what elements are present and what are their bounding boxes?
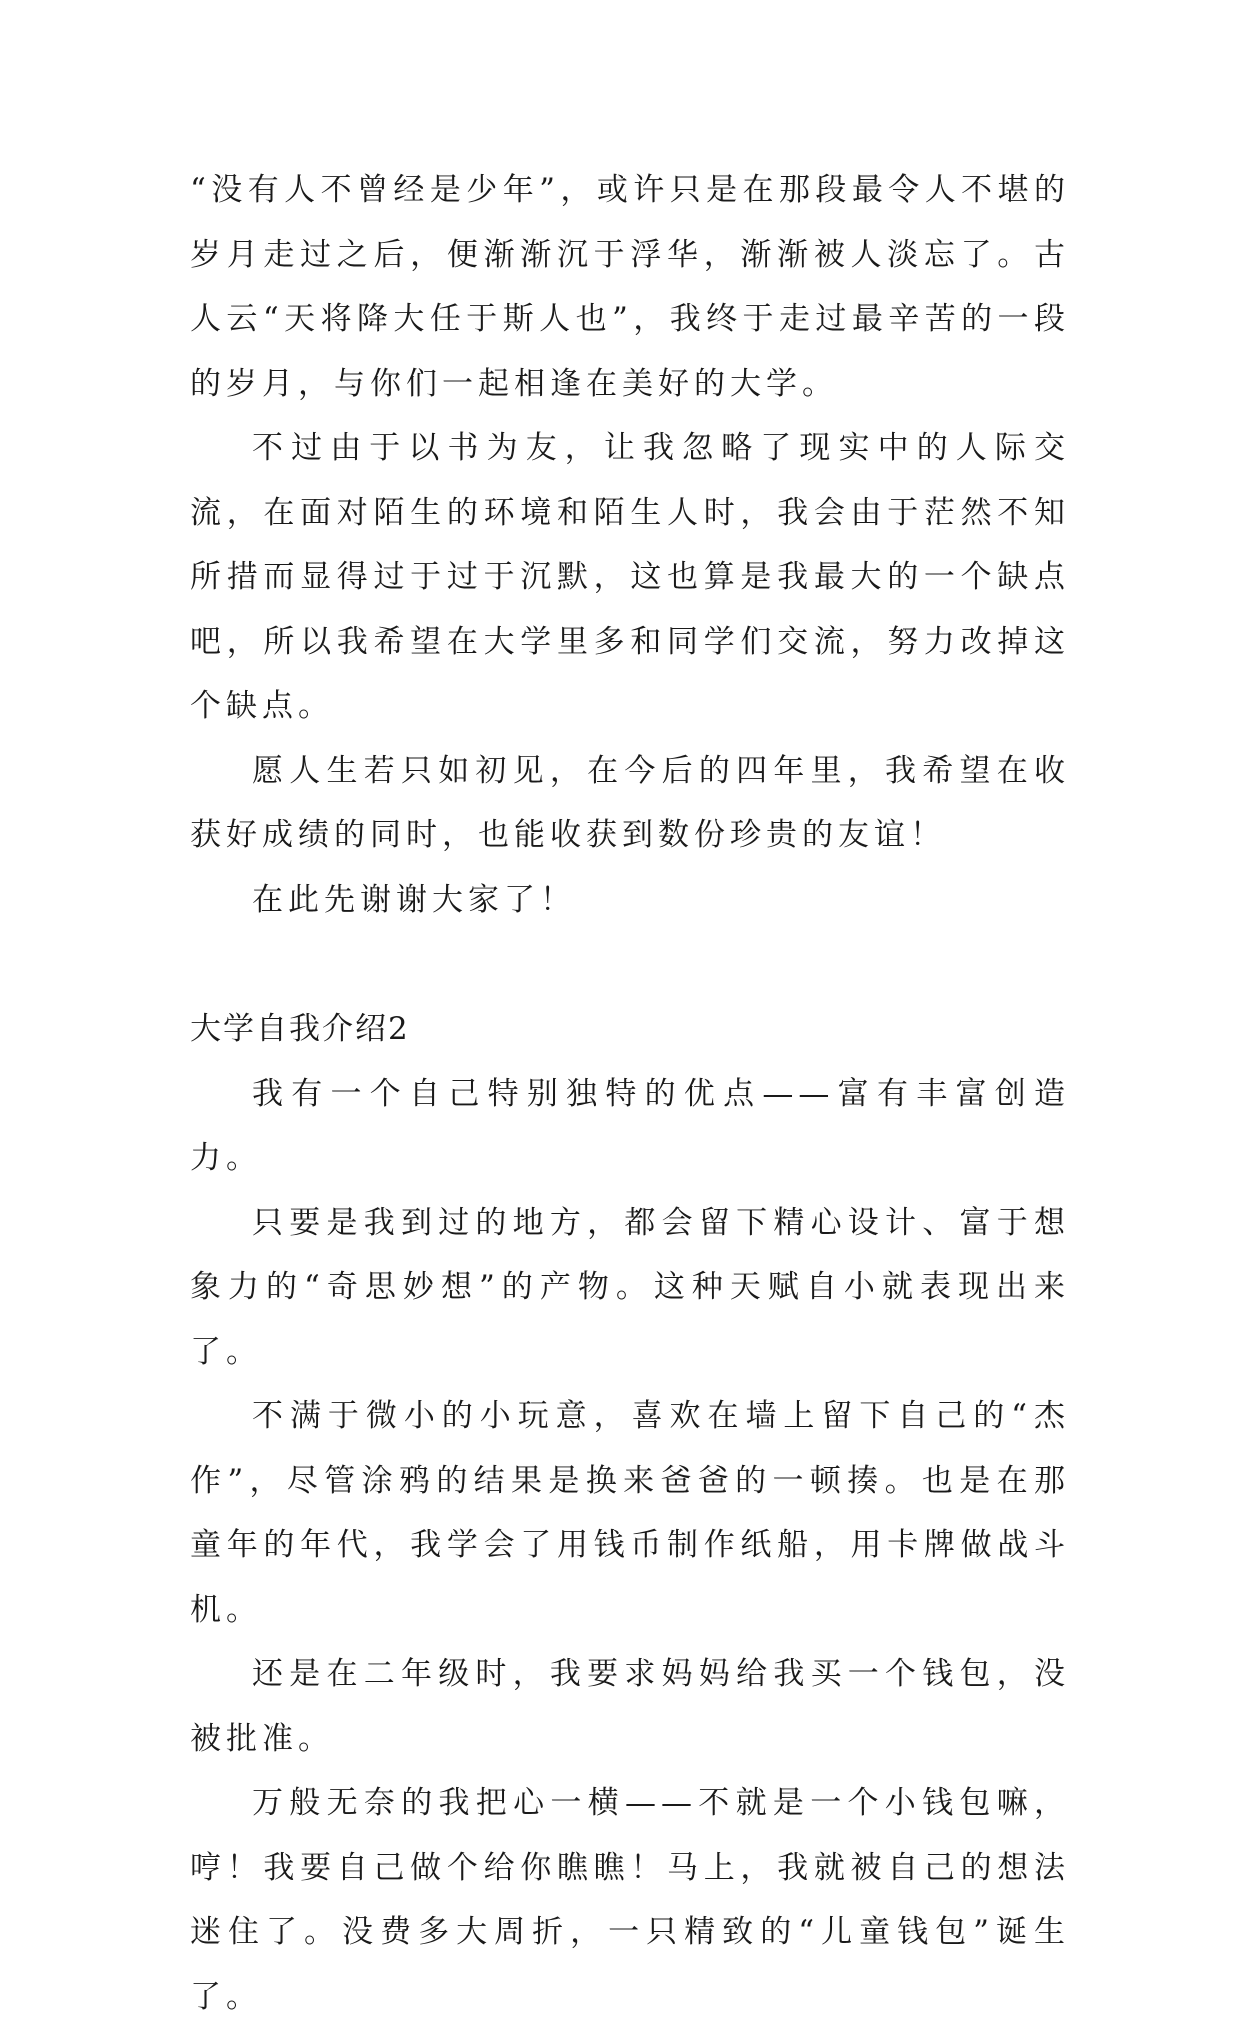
paragraph: “没有人不曾经是少年”，或许只是在那段最令人不堪的岁月走过之后，便渐渐沉于浮华，渐渐被人淡忘了。古人云“天将降大任于斯人也”，我终于走过最辛苦的一段的岁月，与你们一起相逢在美好的大学。 bbox=[190, 172, 1070, 402]
section-title: 大学自我介绍2 bbox=[190, 1011, 410, 1047]
paragraph: 还是在二年级时，我要求妈妈给我买一个钱包，没被批准。 bbox=[190, 1656, 1070, 1757]
paragraph: 不过由于以书为友，让我忽略了现实中的人际交流，在面对陌生的环境和陌生人时，我会由于茫然不知所措而显得过于过于沉默，这也算是我最大的一个缺点吧，所以我希望在大学里多和同学们交流，努力改掉这个缺点。 bbox=[190, 430, 1070, 724]
paragraph: 在此先谢谢大家了！ bbox=[252, 881, 576, 918]
paragraph: 只要是我到过的地方，都会留下精心设计、富于想象力的“奇思妙想”的产物。这种天赋自小就表现出来了。 bbox=[190, 1204, 1070, 1370]
paragraph: 愿人生若只如初见，在今后的四年里，我希望在收获好成绩的同时，也能收获到数份珍贵的友谊！ bbox=[190, 752, 1070, 853]
paragraph: 我有一个自己特别独特的优点——富有丰富创造力。 bbox=[190, 1075, 1070, 1176]
paragraph: 万般无奈的我把心一横——不就是一个小钱包嘛，哼！我要自己做个给你瞧瞧！马上，我就被自己的想法迷住了。没费多大周折，一只精致的“儿童钱包”诞生了。 bbox=[190, 1785, 1070, 2015]
section-spacer bbox=[190, 932, 1070, 997]
paragraph: 不满于微小的小玩意，喜欢在墙上留下自己的“杰作”，尽管涂鸦的结果是换来爸爸的一顿揍。也是在那童年的年代，我学会了用钱币制作纸船，用卡牌做战斗机。 bbox=[190, 1398, 1070, 1628]
document-body bbox=[190, 158, 1070, 2029]
